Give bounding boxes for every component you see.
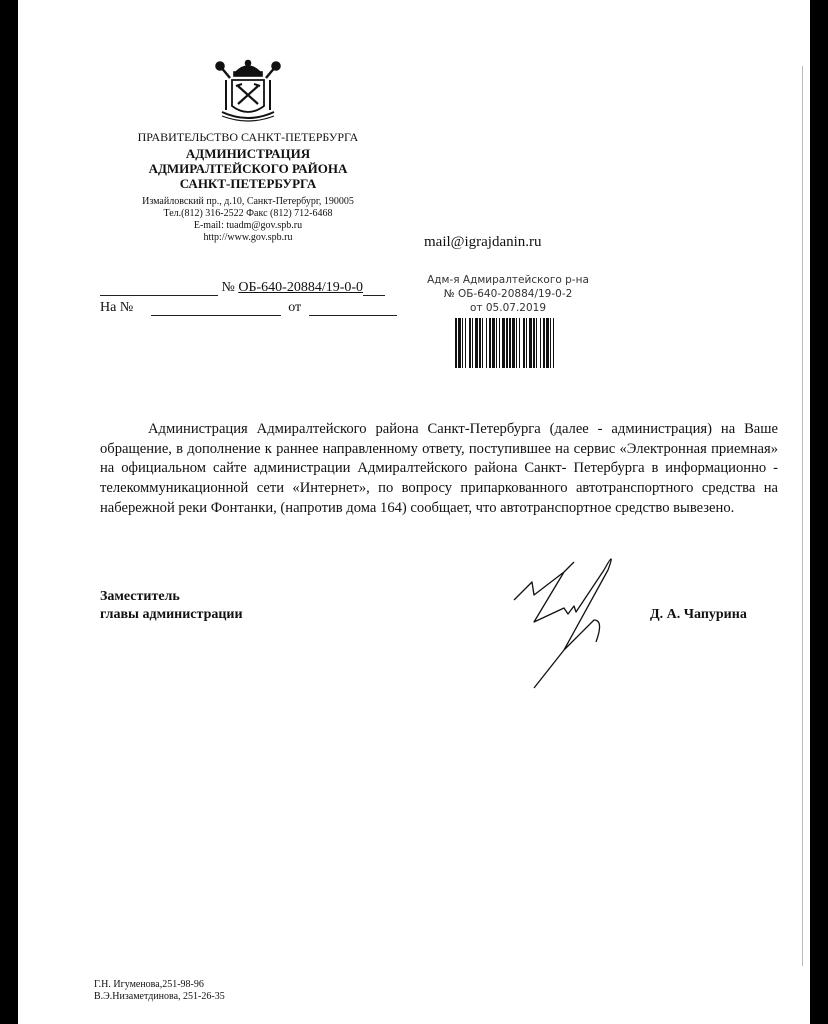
barcode-bar (540, 318, 541, 368)
phone-fax: Тел.(812) 316-2522 Факс (812) 712-6468 (163, 208, 333, 219)
administration-name-line-3: САНКТ-ПЕТЕРБУРГА (179, 176, 317, 191)
barcode-bar (475, 318, 478, 368)
barcode-bar (499, 318, 500, 368)
reply-number-blank (151, 301, 281, 316)
contact-person-2: В.Э.Низаметдинова, 251-26-35 (94, 991, 225, 1002)
barcode-bar (472, 318, 473, 368)
barcode-bar (512, 318, 515, 368)
barcode-bar (486, 318, 487, 368)
barcode-bar (553, 318, 554, 368)
barcode-bar (469, 318, 471, 368)
signer-title-line-2: главы администрации (100, 607, 243, 622)
barcode-bar (502, 318, 505, 368)
coat-of-arms-icon (212, 58, 284, 126)
recipient-email: mail@igrajdanin.ru (424, 234, 542, 250)
scan-edge-line (802, 66, 803, 966)
barcode-bar (533, 318, 535, 368)
letter-body (100, 420, 778, 519)
barcode-bar (482, 318, 483, 368)
administration-name-line-1: АДМИНИСТРАЦИЯ (185, 146, 311, 161)
body-paragraph: Администрация Адмиралтейского района Санкт-Петербурга (далее - администрация) на Ваше обращение, в дополнение к раннее направленному ответу, поступившее на сервис «Электронная приемная» на официальном сайте администрации Адмиралтейского района Санкт- Петербурга в информационно - телекоммуникационной сети «Интернет», по вопросу припаркованного автотранспортного средства на набережной реки Фонтанки, (напротив дома 164) сообщает, что автотранспортное средство вывезено. (100, 421, 778, 516)
signer-name: Д. А. Чапурина (650, 607, 747, 622)
barcode-bar (543, 318, 545, 368)
registration-stamp-line-2: № ОБ-640-20884/19-0-2 (443, 288, 573, 300)
barcode-bar (516, 318, 517, 368)
barcode (455, 318, 557, 368)
barcode-bar (492, 318, 495, 368)
signer-title-line-1: Заместитель (100, 589, 180, 604)
barcode-bar (529, 318, 532, 368)
barcode-bar (479, 318, 481, 368)
registration-stamp-line-3: от 05.07.2019 (470, 302, 546, 314)
barcode-bar (519, 318, 520, 368)
from-label: от (288, 300, 302, 315)
government-name: ПРАВИТЕЛЬСТВО САНКТ-ПЕТЕРБУРГА (137, 130, 359, 144)
barcode-bar (523, 318, 525, 368)
barcode-bar (455, 318, 457, 368)
address: Измайловский пр., д.10, Санкт-Петербург, 190005 (142, 196, 354, 207)
reply-date-blank (309, 301, 397, 316)
barcode-bar (496, 318, 497, 368)
barcode-bar (458, 318, 461, 368)
barcode-bar (550, 318, 551, 368)
administration-name-line-2: АДМИРАЛТЕЙСКОГО РАЙОНА (148, 161, 348, 176)
outgoing-number: ОБ-640-20884/19-0-0 (238, 280, 364, 295)
website: http://www.gov.spb.ru (203, 232, 293, 243)
reply-number-label: На № (100, 300, 134, 315)
contact-person-1: Г.Н. Игуменова,251-98-96 (94, 979, 204, 990)
reply-to-row (100, 300, 397, 316)
email: E-mail: tuadm@gov.spb.ru (193, 220, 303, 231)
handwritten-signature (504, 550, 634, 690)
number-blank-tail (363, 281, 385, 296)
barcode-bar (506, 318, 508, 368)
date-blank (100, 281, 218, 296)
barcode-bar (465, 318, 466, 368)
registration-stamp-line-1: Адм-я Адмиралтейского р-на (427, 274, 589, 286)
barcode-bar (462, 318, 463, 368)
barcode-bar (536, 318, 537, 368)
outgoing-number-row (100, 280, 385, 296)
barcode-bar (489, 318, 491, 368)
barcode-bar (546, 318, 549, 368)
barcode-bar (509, 318, 511, 368)
number-label: № (221, 280, 235, 295)
barcode-bar (526, 318, 527, 368)
document-page (18, 0, 810, 1024)
